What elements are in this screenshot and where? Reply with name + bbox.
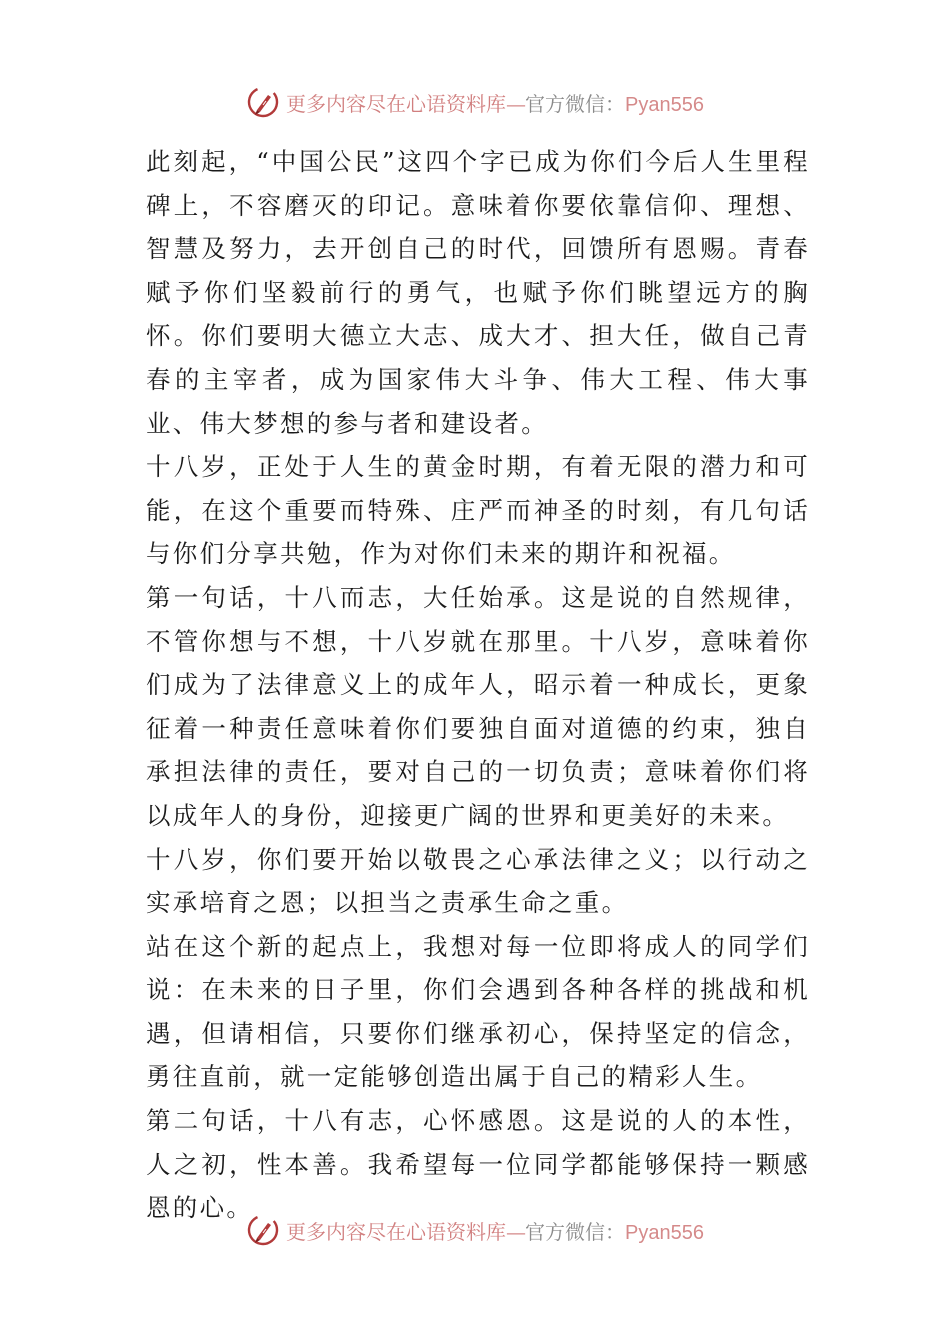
fountain-pen-logo-icon [246, 85, 280, 119]
header-text [286, 88, 704, 117]
fountain-pen-logo-icon [246, 1213, 280, 1247]
header-wechat-id: Pyan556 [625, 93, 704, 116]
header-brand: 更多内容尽在心语资料库 [286, 91, 507, 116]
header-dash: — [506, 91, 526, 116]
footer-banner [0, 1208, 950, 1252]
header-banner [0, 80, 950, 124]
paragraph: 第二句话，十八有志，心怀感恩。这是说的人的本性，人之初，性本善。我希望每一位同学都能够保持一颗感恩的心。 [146, 1106, 810, 1223]
paragraph: 十八岁，你们要开始以敬畏之心承法律之义；以行动之实承培育之恩；以担当之责承生命之重。 [146, 844, 810, 918]
footer-dash: — [506, 1219, 526, 1244]
paragraph: 站在这个新的起点上，我想对每一位即将成人的同学们说：在未来的日子里，你们会遇到各种各样的挑战和机遇，但请相信，只要你们继承初心，保持坚定的信念，勇往直前，就一定能够创造出属于自己的精彩人生。 [146, 931, 810, 1092]
footer-wechat-id: Pyan556 [625, 1221, 704, 1244]
header-official-label: 官方微信： [525, 91, 626, 116]
footer-official-label: 官方微信： [525, 1219, 626, 1244]
document-body [146, 140, 810, 1230]
paragraph: 此刻起，“中国公民”这四个字已成为你们今后人生里程碑上，不容磨灭的印记。意味着你要依靠信仰、理想、智慧及努力，去开创自己的时代，回馈所有恩赐。青春赋予你们坚毅前行的勇气，也赋予你们眺望远方的胸怀。你们要明大德立大志、成大才、担大任，做自己青春的主宰者，成为国家伟大斗争、伟大工程、伟大事业、伟大梦想的参与者和建设者。 [146, 147, 810, 438]
paragraph: 第一句话，十八而志，大任始承。这是说的自然规律，不管你想与不想，十八岁就在那里。十八岁，意味着你们成为了法律意义上的成年人，昭示着一种成长，更象征着一种责任意味着你们要独自面对道德的约束，独自承担法律的责任，要对自己的一切负责；意味着你们将以成年人的身份，迎接更广阔的世界和更美好的未来。 [146, 582, 810, 830]
paragraph: 十八岁，正处于人生的黄金时期，有着无限的潜力和可能，在这个重要而特殊、庄严而神圣的时刻，有几句话与你们分享共勉，作为对你们未来的期许和祝福。 [146, 452, 810, 569]
footer-brand: 更多内容尽在心语资料库 [286, 1219, 507, 1244]
footer-text [286, 1216, 704, 1245]
